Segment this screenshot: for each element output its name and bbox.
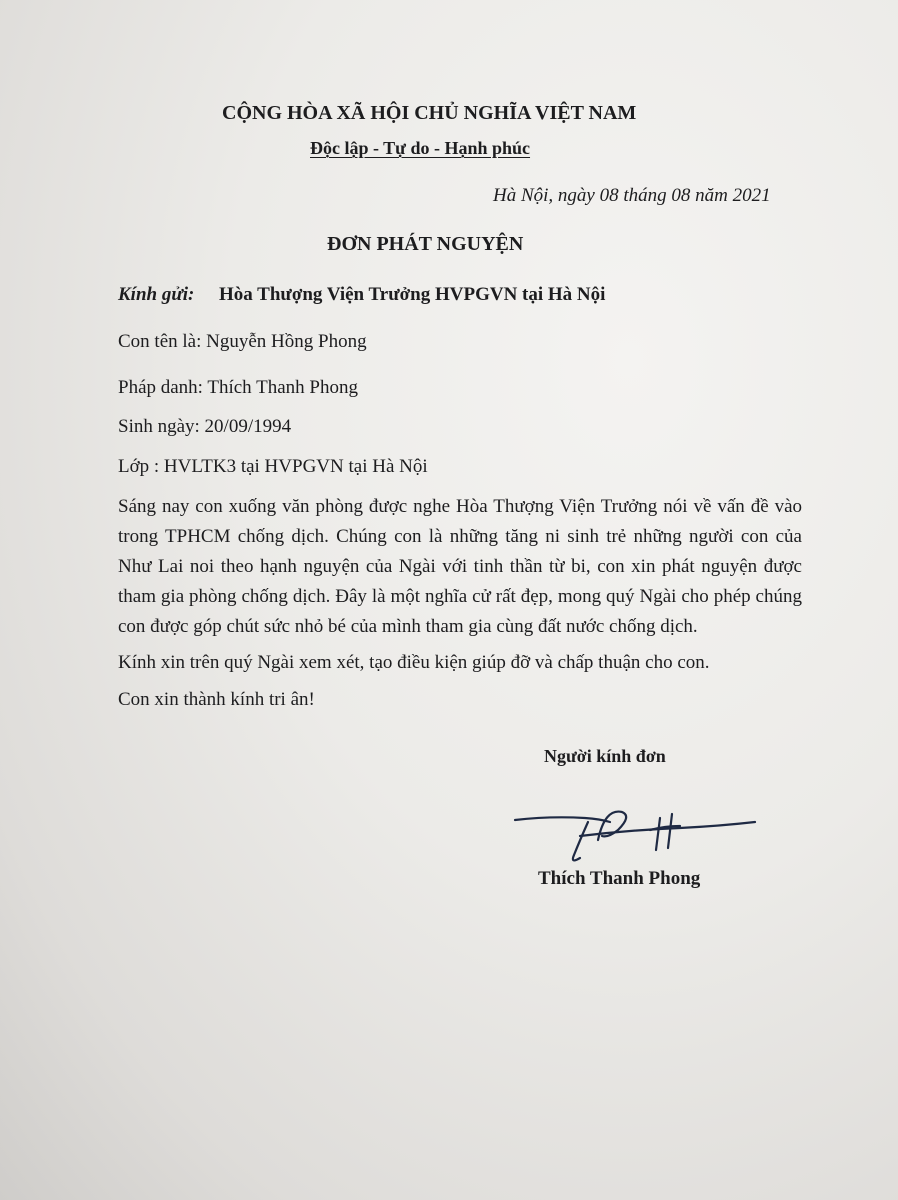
field-class: Lớp : HVLTK3 tại HVPGVN tại Hà Nội bbox=[118, 456, 428, 477]
document-title: ĐƠN PHÁT NGUYỆN bbox=[327, 233, 524, 255]
field-name: Con tên là: Nguyễn Hồng Phong bbox=[118, 331, 367, 352]
thanks-line: Con xin thành kính tri ân! bbox=[118, 689, 315, 710]
signature-label: Người kính đơn bbox=[544, 746, 666, 766]
place-date: Hà Nội, ngày 08 tháng 08 năm 2021 bbox=[493, 185, 771, 206]
request-line: Kính xin trên quý Ngài xem xét, tạo điều kiện giúp đỡ và chấp thuận cho con. bbox=[118, 652, 710, 673]
field-birthdate: Sinh ngày: 20/09/1994 bbox=[118, 416, 292, 437]
recipient-label: Kính gửi: bbox=[118, 284, 195, 305]
motto: Độc lập - Tự do - Hạnh phúc bbox=[310, 138, 531, 158]
field-dharma-name: Pháp danh: Thích Thanh Phong bbox=[118, 377, 358, 398]
recipient-name: Hòa Thượng Viện Trưởng HVPGVN tại Hà Nội bbox=[219, 284, 606, 305]
handwritten-signature bbox=[510, 800, 770, 870]
national-title: CỘNG HÒA XÃ HỘI CHỦ NGHĨA VIỆT NAM bbox=[222, 102, 637, 124]
body-paragraph bbox=[118, 492, 802, 642]
body-paragraph-text: Sáng nay con xuống văn phòng được nghe Hòa Thượng Viện Trưởng nói về vấn đề vào trong TPHCM chống dịch. Chúng con là những tăng ni sinh trẻ những người con của Như Lai noi theo hạnh nguyện của Ngài với tinh thần từ bi, con xin phát nguyện được tham gia phòng chống dịch. Đây là một nghĩa cử rất đẹp, mong quý Ngài cho phép chúng con được góp chút sức nhỏ bé của mình tham gia cùng đất nước chống dịch. bbox=[118, 496, 802, 637]
signer-name: Thích Thanh Phong bbox=[538, 868, 701, 889]
